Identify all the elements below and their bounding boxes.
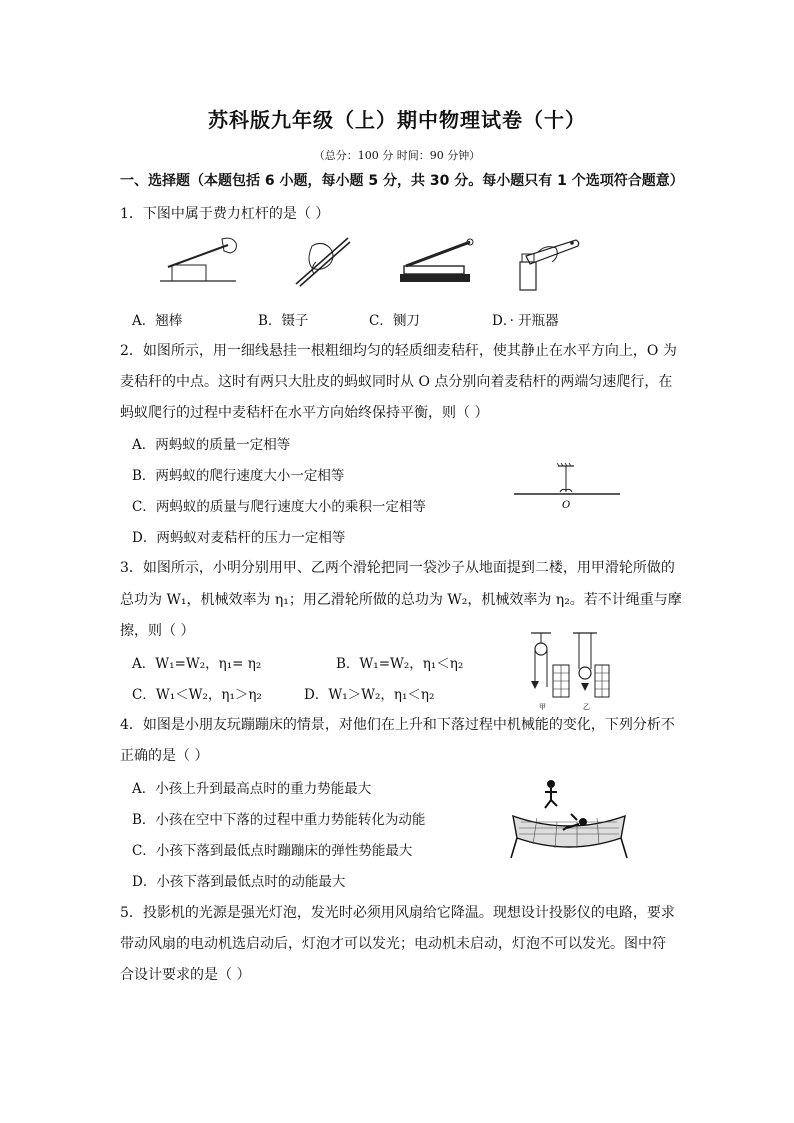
q4-stem-line-1: 4．如图是小朋友玩蹦蹦床的情景，对他们在上升和下落过程中机械能的变化，下列分析不	[120, 717, 675, 733]
q2-option-a[interactable]: A．两蚂蚁的质量一定相等	[132, 437, 291, 453]
figure-o-label: O	[562, 500, 571, 511]
bottle-opener-figure	[510, 232, 582, 292]
section-heading: 一、选择题（本题包括 6 小题，每小题 5 分，共 30 分。每小题只有 1 个选项符合题意）	[120, 173, 684, 189]
q3-stem-line-1: 3．如图所示，小明分别用甲、乙两个滑轮把同一袋沙子从地面提到二楼，用甲滑轮所做的	[120, 560, 675, 576]
q1-option-c[interactable]: C．铡刀	[369, 313, 420, 329]
figure-yi-label: 乙	[583, 703, 590, 711]
q4-stem-line-2: 正确的是（ ）	[120, 748, 209, 764]
q3-option-c[interactable]: C．W₁＜W₂，η₁＞η₂	[132, 687, 262, 703]
q3-option-d[interactable]: D．W₁＞W₂，η₁＜η₂	[304, 687, 435, 703]
crowbar-figure	[158, 235, 240, 289]
q4-option-a[interactable]: A．小孩上升到最高点时的重力势能最大	[132, 781, 372, 797]
q3-option-a[interactable]: A．W₁=W₂，η₁= η₂	[132, 656, 262, 672]
q5-stem-line-3: 合设计要求的是（ ）	[120, 967, 251, 983]
tweezers-figure	[282, 232, 354, 292]
q1-option-d[interactable]: D．· 开瓶器	[492, 313, 559, 329]
exam-info: （总分：100 分 时间：90 分钟）	[313, 149, 481, 162]
q2-stem-line-3: 蚂蚁爬行的过程中麦秸杆在水平方向始终保持平衡，则（ ）	[120, 405, 489, 421]
q2-stem-line-1: 2．如图所示，用一细线悬挂一根粗细均匀的轻质细麦秸秆，使其静止在水平方向上，O 为	[120, 343, 677, 359]
pulley-figure	[527, 629, 613, 713]
q3-stem-line-2: 总功为 W₁，机械效率为 η₁；用乙滑轮所做的总功为 W₂，机械效率为 η₂。若不计绳重与摩	[120, 592, 682, 608]
q4-option-d[interactable]: D．小孩下落到最低点时的动能最大	[132, 874, 346, 890]
q5-stem-line-1: 5．投影机的光源是强光灯泡，发光时必须用风扇给它降温。现想设计投影仪的电路，要求	[120, 905, 675, 921]
page-title: 苏科版九年级（上）期中物理试卷（十）	[208, 108, 586, 132]
q1-stem: 1．下图中属于费力杠杆的是（ ）	[120, 206, 330, 222]
q2-option-c[interactable]: C．两蚂蚁的质量与爬行速度大小的乘积一定相等	[132, 499, 426, 515]
q1-option-b[interactable]: B．镊子	[258, 313, 309, 329]
q2-option-d[interactable]: D．两蚂蚁对麦秸杆的压力一定相等	[132, 530, 346, 546]
q4-option-c[interactable]: C．小孩下落到最低点时蹦蹦床的弹性势能最大	[132, 843, 413, 859]
q3-stem-line-3: 擦，则（ ）	[120, 623, 195, 639]
q2-stem-line-2: 麦秸秆的中点。这时有两只大肚皮的蚂蚁同时从 O 点分别向着麦秸杆的两端匀速爬行，在	[120, 374, 673, 390]
guillotine-figure	[396, 236, 478, 286]
straw-balance-figure	[512, 462, 622, 512]
trampoline-figure	[507, 776, 631, 860]
q3-option-b[interactable]: B．W₁=W₂，η₁＜η₂	[336, 656, 464, 672]
figure-jia-label: 甲	[539, 703, 546, 711]
q2-option-b[interactable]: B．两蚂蚁的爬行速度大小一定相等	[132, 468, 345, 484]
q5-stem-line-2: 带动风扇的电动机选启动后，灯泡才可以发光；电动机未启动，灯泡不可以发光。图中符	[120, 936, 666, 952]
q1-option-a[interactable]: A．翘棒	[132, 313, 183, 329]
q4-option-b[interactable]: B．小孩在空中下落的过程中重力势能转化为动能	[132, 812, 426, 828]
